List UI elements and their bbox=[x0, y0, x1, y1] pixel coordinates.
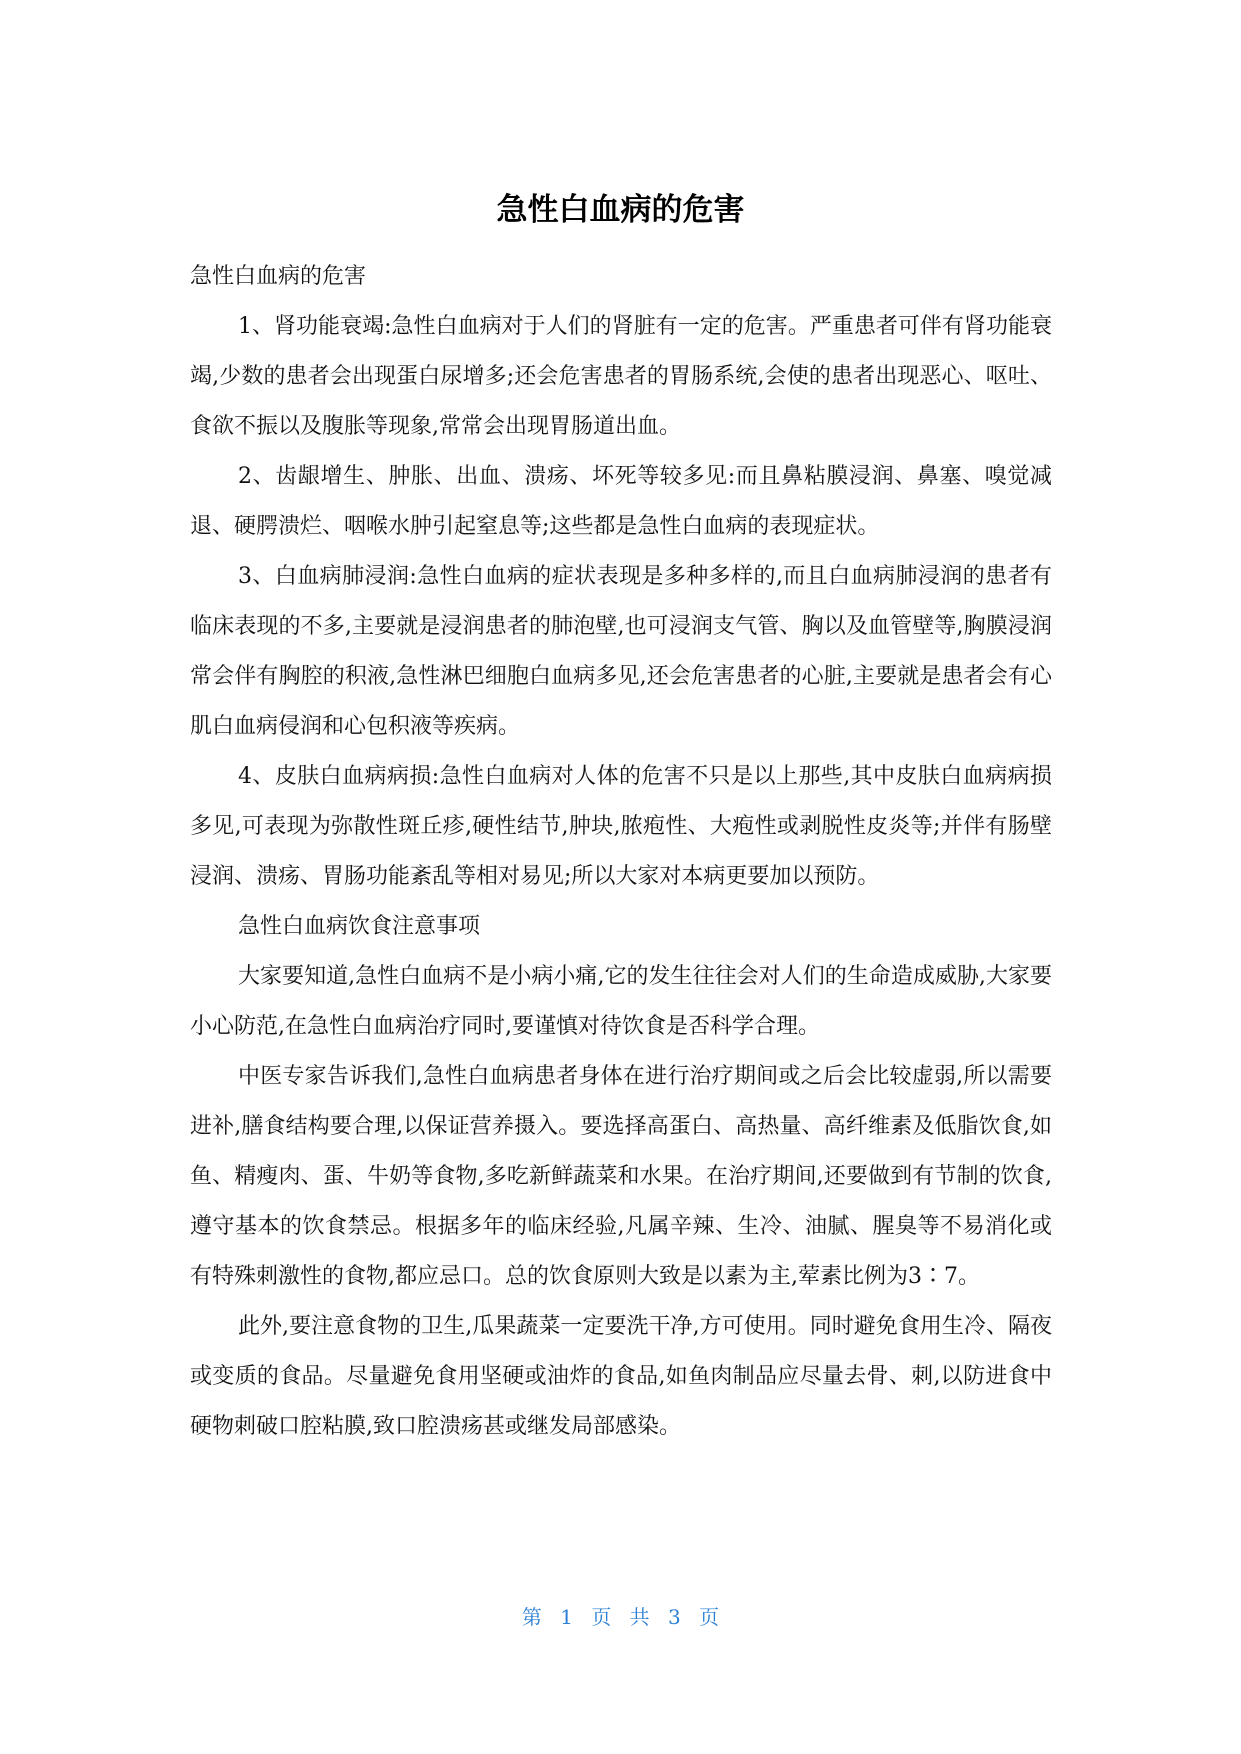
page-number-footer: 第 1 页 共 3 页 bbox=[521, 1605, 720, 1629]
paragraph-gums: 2、齿龈增生、肿胀、出血、溃疡、坏死等较多见:而且鼻粘膜浸润、鼻塞、嗅觉减退、硬腭溃烂、咽喉水肿引起窒息等;这些都是急性白血病的表现症状。 bbox=[190, 464, 1052, 539]
paragraph-lung: 3、白血病肺浸润:急性白血病的症状表现是多种多样的,而且白血病肺浸润的患者有临床表现的不多,主要就是浸润患者的肺泡壁,也可浸润支气管、胸以及血管壁等,胸膜浸润常会伴有胸腔的积液,急性淋巴细胞白血病多见,还会危害患者的心脏,主要就是患者会有心肌白血病侵润和心包积液等疾病。 bbox=[190, 564, 1052, 739]
paragraph-diet-intro: 大家要知道,急性白血病不是小病小痛,它的发生往往会对人们的生命造成威胁,大家要小心防范,在急性白血病治疗同时,要谨慎对待饮食是否科学合理。 bbox=[190, 964, 1052, 1039]
paragraph-diet-advice: 中医专家告诉我们,急性白血病患者身体在进行治疗期间或之后会比较虚弱,所以需要进补,膳食结构要合理,以保证营养摄入。要选择高蛋白、高热量、高纤维素及低脂饮食,如鱼、精瘦肉、蛋、牛奶等食物,多吃新鲜蔬菜和水果。在治疗期间,还要做到有节制的饮食,遵守基本的饮食禁忌。根据多年的临床经验,凡属辛辣、生冷、油腻、腥臭等不易消化或有特殊刺激性的食物,都应忌口。总的饮食原则大致是以素为主,荤素比例为3∶7。 bbox=[190, 1064, 1052, 1289]
paragraph-kidney: 1、肾功能衰竭:急性白血病对于人们的肾脏有一定的危害。严重患者可伴有肾功能衰竭,少数的患者会出现蛋白尿增多;还会危害患者的胃肠系统,会使的患者出现恶心、呕吐、食欲不振以及腹胀等现象,常常会出现胃肠道出血。 bbox=[190, 314, 1052, 439]
document-body bbox=[190, 252, 1052, 1452]
paragraph-food-hygiene: 此外,要注意食物的卫生,瓜果蔬菜一定要洗干净,方可使用。同时避免食用生冷、隔夜或变质的食品。尽量避免食用坚硬或油炸的食品,如鱼肉制品应尽量去骨、刺,以防进食中硬物刺破口腔粘膜,致口腔溃疡甚或继发局部感染。 bbox=[190, 1314, 1052, 1439]
section-heading: 急性白血病的危害 bbox=[190, 264, 367, 289]
diet-heading: 急性白血病饮食注意事项 bbox=[238, 914, 481, 939]
paragraph-skin: 4、皮肤白血病病损:急性白血病对人体的危害不只是以上那些,其中皮肤白血病病损多见,可表现为弥散性斑丘疹,硬性结节,肿块,脓疱性、大疱性或剥脱性皮炎等;并伴有肠壁浸润、溃疡、胃肠功能紊乱等相对易见;所以大家对本病更要加以预防。 bbox=[190, 764, 1052, 889]
document-title: 急性白血病的危害 bbox=[496, 192, 745, 228]
